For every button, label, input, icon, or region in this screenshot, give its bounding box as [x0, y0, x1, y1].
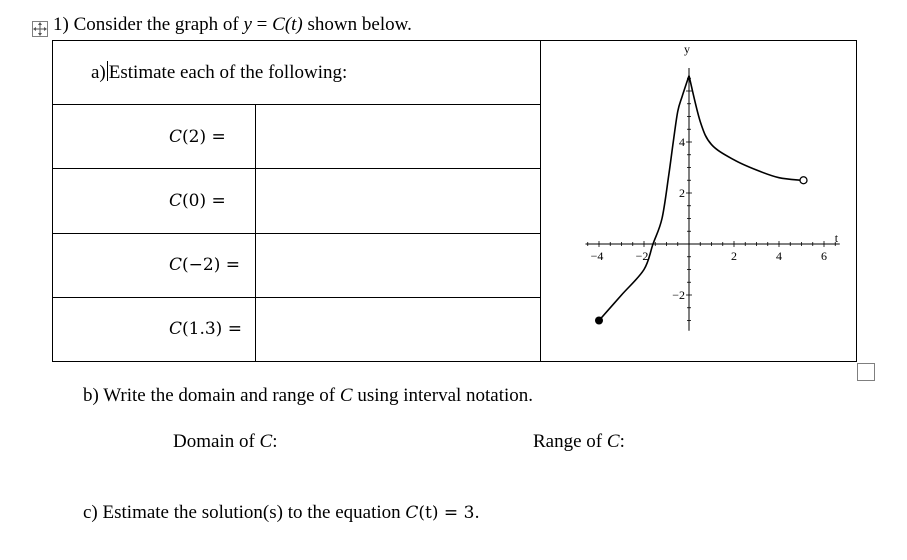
graph-cell — [541, 41, 857, 362]
part-b-text — [83, 385, 533, 407]
fn-eq: = — [220, 255, 240, 276]
eq-c: C — [272, 14, 285, 35]
answer-cell-c2[interactable] — [256, 105, 541, 169]
x-tick-label: 6 — [821, 249, 827, 263]
part-b-pre: b) Write the domain and range of — [83, 385, 340, 406]
domain-colon: : — [272, 431, 278, 452]
domain-c: C — [259, 431, 273, 452]
x-axis-label: t — [834, 231, 839, 245]
range-c: C — [606, 431, 620, 452]
curve-series-0 — [599, 76, 689, 321]
eq-t: (t) — [284, 14, 303, 35]
y-tick-label: 2 — [679, 186, 685, 200]
answer-cell-c0[interactable] — [256, 169, 541, 233]
part-c-math — [405, 503, 479, 523]
part-c-math-c: C — [405, 503, 419, 523]
part-c-math-rest: (t) = 3. — [418, 503, 480, 523]
answer-cell-c13[interactable] — [256, 297, 541, 361]
domain-label — [173, 431, 278, 453]
table-resize-handle[interactable] — [857, 363, 875, 381]
move-arrows-icon — [33, 22, 47, 36]
table-move-handle[interactable] — [32, 21, 48, 37]
part-b-post: using interval notation. — [352, 385, 534, 406]
fn-name: C — [169, 190, 183, 211]
part-a-label: a) — [91, 62, 106, 84]
fn-name: C — [169, 319, 183, 340]
fn-eq: = — [222, 319, 242, 340]
part-b-c: C — [339, 385, 353, 406]
curve-series-1 — [689, 76, 802, 181]
graph — [541, 41, 856, 361]
range-label — [533, 431, 625, 453]
y-tick-label: 4 — [679, 135, 685, 149]
x-tick-label: 2 — [731, 249, 737, 263]
row-label-cm2 — [53, 233, 256, 297]
answer-cell-cm2[interactable] — [256, 233, 541, 297]
part-a-text: Estimate each of the following: — [108, 62, 348, 84]
x-tick-label: −2 — [635, 249, 649, 263]
range-text: Range of — [533, 431, 607, 452]
part-a-header — [53, 41, 541, 105]
fn-arg: (0) — [182, 190, 207, 211]
row-label-c13 — [53, 297, 256, 361]
fn-arg: (−2) — [182, 255, 221, 276]
fn-arg: (1.3) — [182, 319, 223, 340]
range-colon: : — [619, 431, 625, 452]
eq-equals: = — [251, 14, 273, 35]
problem-intro-end: shown below. — [307, 14, 412, 35]
row-label-c2 — [53, 105, 256, 169]
fn-name: C — [169, 126, 183, 147]
part-c-pre: c) Estimate the solution(s) to the equation — [83, 502, 406, 523]
fn-eq: = — [206, 126, 226, 147]
problem-intro: Consider the graph of — [73, 14, 239, 35]
closed-endpoint — [595, 317, 603, 325]
fn-arg: (2) — [182, 126, 207, 147]
fn-name: C — [169, 255, 183, 276]
x-tick-label: −4 — [590, 249, 604, 263]
question-table — [52, 40, 857, 362]
problem-title — [53, 14, 412, 36]
eq-y: y — [243, 14, 252, 35]
y-axis-label: y — [684, 42, 690, 56]
open-endpoint — [800, 177, 807, 184]
domain-text: Domain of — [173, 431, 260, 452]
problem-number: 1) — [53, 14, 69, 35]
row-label-c0 — [53, 169, 256, 233]
y-tick-label: −2 — [672, 288, 685, 302]
text-cursor — [107, 61, 108, 81]
part-c-text — [83, 502, 480, 524]
fn-eq: = — [206, 190, 226, 211]
x-tick-label: 4 — [776, 249, 782, 263]
